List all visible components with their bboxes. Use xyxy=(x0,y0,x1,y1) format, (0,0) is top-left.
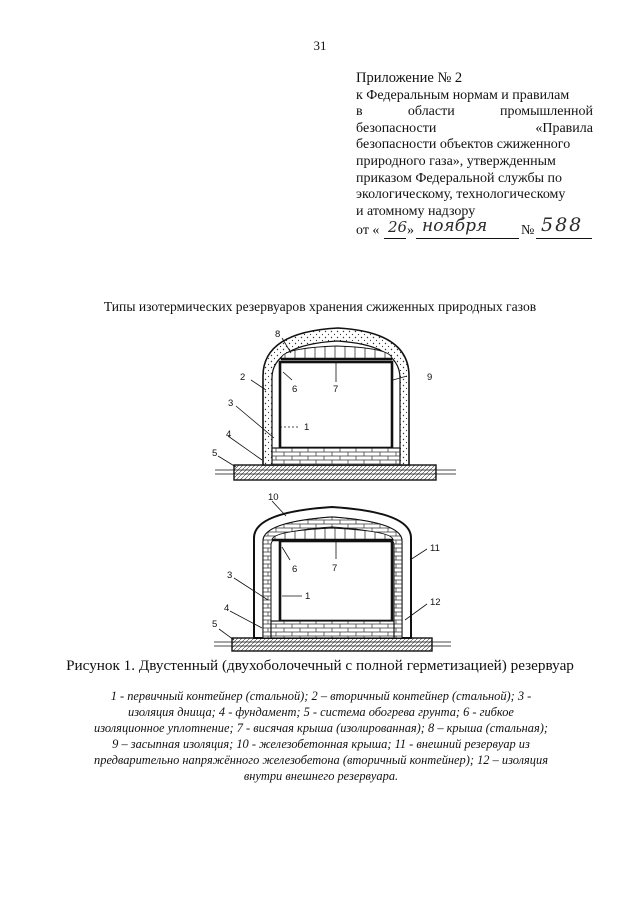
appendix-line: безопасности «Правила xyxy=(356,120,593,136)
label-6-lower: 6 xyxy=(292,564,298,575)
label-7-lower: 7 xyxy=(332,563,338,574)
label-2: 2 xyxy=(240,372,246,383)
order-number-label: № xyxy=(521,223,535,239)
lower-tank xyxy=(214,501,451,651)
label-1: 1 xyxy=(304,422,310,433)
upper-tank xyxy=(215,328,456,480)
order-quote-close: » xyxy=(407,223,414,239)
label-3-lower: 3 xyxy=(227,570,233,581)
label-12: 12 xyxy=(430,597,441,608)
order-prefix: от « xyxy=(356,223,380,239)
appendix-line: к Федеральным нормам и правилам xyxy=(356,87,570,103)
label-4-lower: 4 xyxy=(224,603,230,614)
page-number: 31 xyxy=(313,38,327,53)
appendix-line: и атомному надзору xyxy=(356,203,476,219)
label-11: 11 xyxy=(430,543,440,554)
appendix-line: в области промышленной xyxy=(356,104,593,120)
label-5-lower: 5 xyxy=(212,619,218,630)
order-day: 26 xyxy=(388,218,408,237)
order-number: 588 xyxy=(541,214,584,237)
lower-foundation xyxy=(232,638,432,651)
figure-caption: Рисунок 1. Двустенный (двухоболочечный с полной герметизацией) резервуар xyxy=(66,657,574,674)
appendix-heading: Приложение № 2 xyxy=(356,70,463,86)
label-3: 3 xyxy=(228,398,234,409)
label-1-lower: 1 xyxy=(305,591,311,602)
label-7: 7 xyxy=(333,384,339,395)
order-month: ноября xyxy=(422,216,488,237)
appendix-line: безопасности объектов сжиженного xyxy=(356,137,571,153)
label-5: 5 xyxy=(212,448,218,459)
figure-legend: 1 - первичный контейнер (стальной); 2 – вторичный контейнер (стальной); 3 - изоляция днища; 4 - фундамент; 5 - система обогрева грунта; 6 - гибкое изоляционное уплотнение; 7 - висячая крыша (изолированная); 8 – крыша (стальная); 9 – засыпная изоляция; 10 - железобетонная крыша; 11 - внешний резервуар из предварительно напряжённого железобетона (вторичный контейнер); 12 – изоляция внутри внешнего резервуара. xyxy=(94,689,548,783)
appendix-line: приказом Федеральной службы по xyxy=(356,170,562,186)
appendix-line: экологическому, технологическому xyxy=(356,187,566,203)
label-10: 10 xyxy=(268,492,279,503)
upper-bottom-insulation xyxy=(272,448,400,465)
label-6: 6 xyxy=(292,384,298,395)
label-8: 8 xyxy=(275,329,281,340)
label-9: 9 xyxy=(427,372,433,383)
upper-foundation xyxy=(234,465,436,480)
lower-bottom-insulation xyxy=(271,621,394,638)
section-title: Типы изотермических резервуаров хранения сжиженных природных газов xyxy=(103,299,537,314)
appendix-line: природного газа», утвержденным xyxy=(356,153,556,169)
label-4: 4 xyxy=(226,429,232,440)
